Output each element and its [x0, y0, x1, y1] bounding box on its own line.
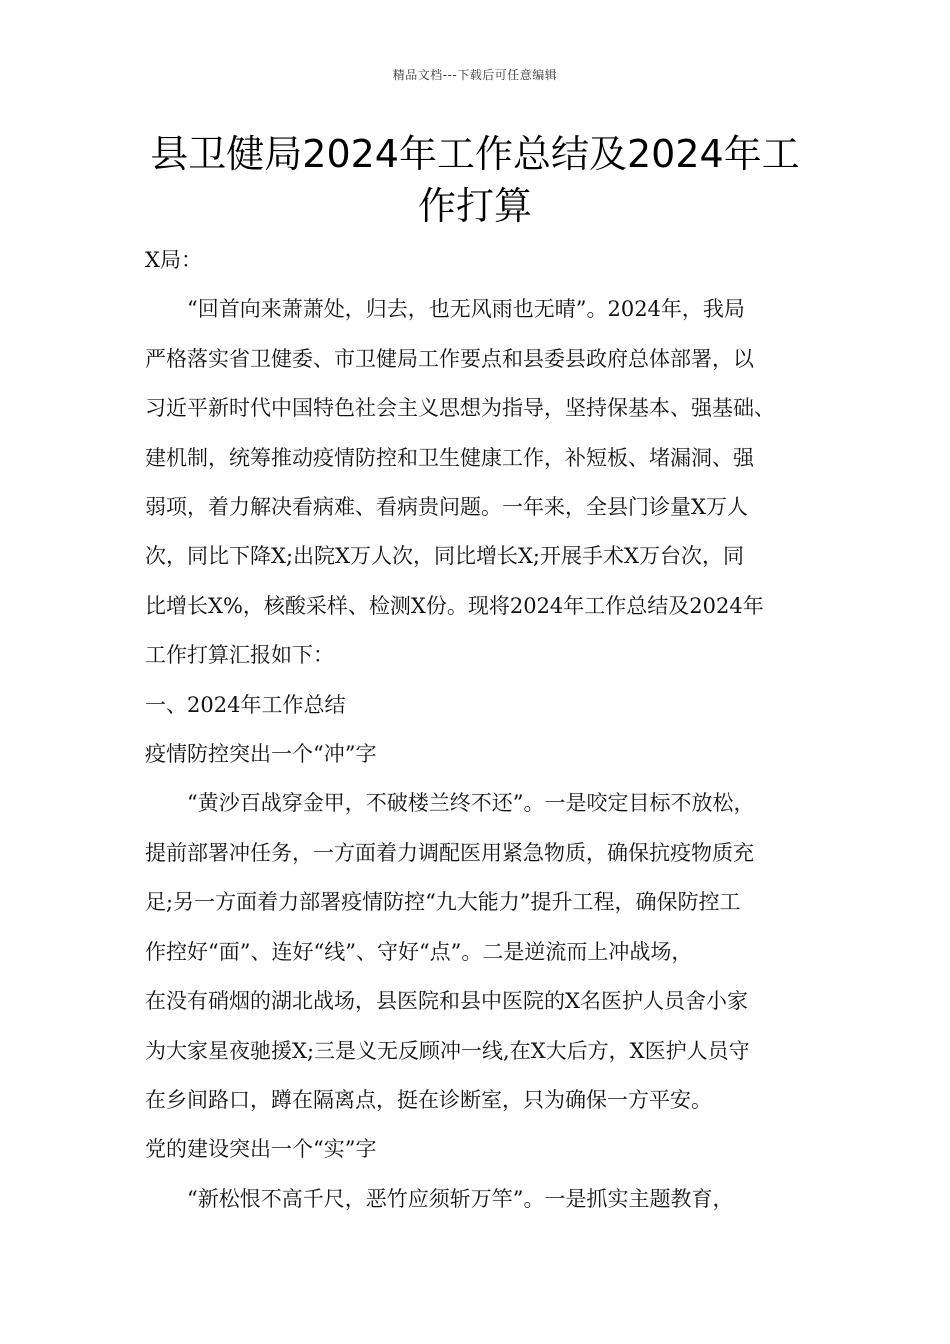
paragraph-line: 比增长X%，核酸采样、检测X份。现将2024年工作总结及2024年 [145, 593, 764, 618]
section-heading: 一、2024年工作总结 [145, 692, 346, 717]
document-title [120, 128, 830, 232]
paragraph-line: 弱项，着力解决看病难、看病贵问题。一年来，全县门诊量X万人 [145, 495, 748, 520]
salutation: X局： [145, 248, 202, 272]
header-note: 精品文档---下载后可任意编辑 [392, 68, 558, 82]
paragraph-line: 次，同比下降X;出院X万人次，同比增长X;开展手术X万台次，同 [145, 544, 744, 569]
paragraph-line: “黄沙百战穿金甲，不破楼兰终不还”。一是咬定目标不放松， [187, 791, 755, 816]
paragraph-line: 在没有硝烟的湖北战场，县医院和县中医院的X名医护人员舍小家 [145, 989, 748, 1014]
title-line: 县卫健局2024年工作总结及2024年工 [150, 132, 800, 176]
paragraph-line: 为大家星夜驰援X;三是义无反顾冲一线,在X大后方，X医护人员守 [145, 1038, 750, 1063]
paragraph-line: “新松恨不高千尺，恶竹应须斩万竿”。一是抓实主题教育， [187, 1186, 734, 1211]
document-body [145, 236, 835, 1224]
paragraph-line: 严格落实省卫健委、市卫健局工作要点和县委县政府总体部署，以 [145, 346, 754, 371]
paragraph-line: 作控好“面”、连好“线”、守好“点”。二是逆流而上冲战场， [145, 939, 693, 964]
paragraph-line: 习近平新时代中国特色社会主义思想为指导，坚持保基本、强基础、 [145, 396, 775, 421]
subsection-heading: 党的建设突出一个“实”字 [145, 1137, 377, 1162]
subsection-heading: 疫情防控突出一个“冲”字 [145, 742, 377, 767]
paragraph-line: 在乡间路口，蹲在隔离点，挺在诊断室，只为确保一方平安。 [145, 1087, 712, 1112]
paragraph-line: 足;另一方面着力部署疫情防控“九大能力”提升工程，确保防控工 [145, 890, 741, 915]
paragraph-line: 提前部署冲任务，一方面着力调配医用紧急物质，确保抗疫物质充 [145, 840, 754, 865]
title-line: 作打算 [417, 184, 532, 228]
paragraph-line: 建机制，统筹推动疫情防控和卫生健康工作，补短板、堵漏洞、强 [145, 445, 754, 470]
paragraph-line: 工作打算汇报如下： [145, 643, 334, 668]
paragraph-line: “回首向来萧萧处，归去，也无风雨也无晴”。2024年，我局 [187, 297, 745, 322]
